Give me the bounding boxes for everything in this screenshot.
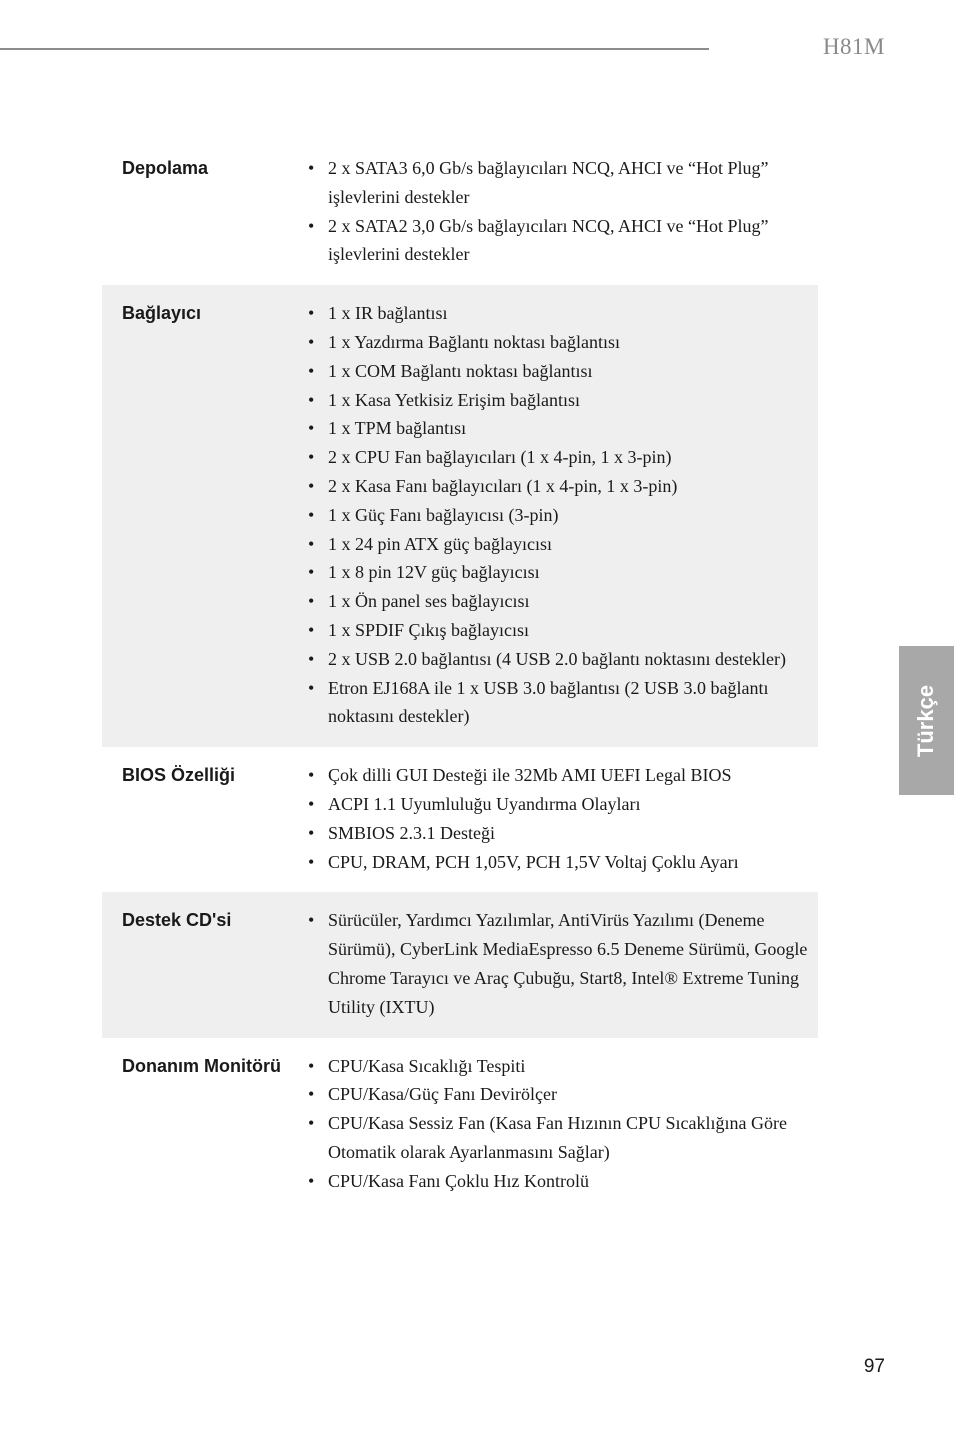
spec-item: • 2 x CPU Fan bağlayıcıları (1 x 4-pin, 1 x 3-pin) — [308, 443, 818, 472]
spec-row-bios — [102, 747, 818, 892]
language-tab-label: Türkçe — [913, 684, 939, 757]
spec-item: • CPU/Kasa Sessiz Fan (Kasa Fan Hızının CPU Sıcaklığına Göre Otomatik olarak Ayarlanmasını Sağlar) — [308, 1109, 818, 1167]
spec-list — [287, 906, 818, 1021]
spec-label: Depolama — [122, 158, 209, 178]
page-number: 97 — [863, 1356, 885, 1377]
spec-item: • 1 x Yazdırma Bağlantı noktası bağlantısı — [308, 328, 818, 357]
header-rule — [0, 48, 709, 50]
spec-item: • 1 x IR bağlantısı — [308, 299, 818, 328]
spec-item: • 1 x 24 pin ATX güç bağlayıcısı — [308, 530, 818, 559]
spec-item: • 2 x USB 2.0 bağlantısı (4 USB 2.0 bağlantı noktasını destekler) — [308, 645, 818, 674]
spec-item: • CPU/Kasa Fanı Çoklu Hız Kontrolü — [308, 1167, 818, 1196]
spec-item: • CPU, DRAM, PCH 1,05V, PCH 1,5V Voltaj Çoklu Ayarı — [308, 848, 818, 877]
spec-item: • CPU/Kasa/Güç Fanı Devirölçer — [308, 1080, 818, 1109]
spec-item: • 2 x SATA2 3,0 Gb/s bağlayıcıları NCQ, AHCI ve “Hot Plug” işlevlerini destekler — [308, 212, 818, 270]
spec-label: Bağlayıcı — [122, 303, 202, 324]
spec-item: • SMBIOS 2.3.1 Desteği — [308, 819, 818, 848]
spec-item: • ACPI 1.1 Uyumluluğu Uyandırma Olayları — [308, 790, 818, 819]
spec-item: • 2 x Kasa Fanı bağlayıcıları (1 x 4-pin, 1 x 3-pin) — [308, 472, 818, 501]
spec-label: BIOS Özelliği — [122, 765, 236, 786]
spec-item: • 1 x Ön panel ses bağlayıcısı — [308, 587, 818, 616]
spec-item: • 1 x SPDIF Çıkış bağlayıcısı — [308, 616, 818, 645]
spec-list — [287, 761, 818, 876]
spec-label: Destek CD'si — [122, 910, 232, 931]
spec-item: • Çok dilli GUI Desteği ile 32Mb AMI UEFI Legal BIOS — [308, 761, 818, 790]
spec-row-depolama — [102, 140, 818, 285]
spec-list — [287, 154, 818, 269]
spec-item: • Sürücüler, Yardımcı Yazılımlar, AntiVirüs Yazılımı (Deneme Sürümü), CyberLink MediaEspresso 6.5 Deneme Sürümü, Google Chrome Tarayıcı ve Araç Çubuğu, Start8, Intel® Extreme Tuning Utility (IXTU) — [308, 906, 818, 1021]
spec-row-baglayici — [102, 285, 818, 747]
spec-item: • 1 x TPM bağlantısı — [308, 414, 818, 443]
spec-table — [102, 140, 818, 1212]
spec-item: • 1 x 8 pin 12V güç bağlayıcısı — [308, 558, 818, 587]
spec-list — [287, 1052, 818, 1196]
language-tab — [899, 646, 954, 795]
spec-row-donanim-monitoru — [102, 1038, 818, 1212]
spec-item: • 1 x Güç Fanı bağlayıcısı (3-pin) — [308, 501, 818, 530]
spec-item: • 1 x Kasa Yetkisiz Erişim bağlantısı — [308, 386, 818, 415]
spec-item: • Etron EJ168A ile 1 x USB 3.0 bağlantısı (2 USB 3.0 bağlantı noktasını destekler) — [308, 674, 818, 732]
spec-label: Donanım Monitörü — [122, 1055, 281, 1076]
spec-item: • 1 x COM Bağlantı noktası bağlantısı — [308, 357, 818, 386]
model-name: H81M — [822, 34, 885, 59]
spec-row-destek-cd — [102, 892, 818, 1037]
spec-item: • CPU/Kasa Sıcaklığı Tespiti — [308, 1052, 818, 1081]
spec-item: • 2 x SATA3 6,0 Gb/s bağlayıcıları NCQ, AHCI ve “Hot Plug” işlevlerini destekler — [308, 154, 818, 212]
spec-list — [287, 299, 818, 731]
